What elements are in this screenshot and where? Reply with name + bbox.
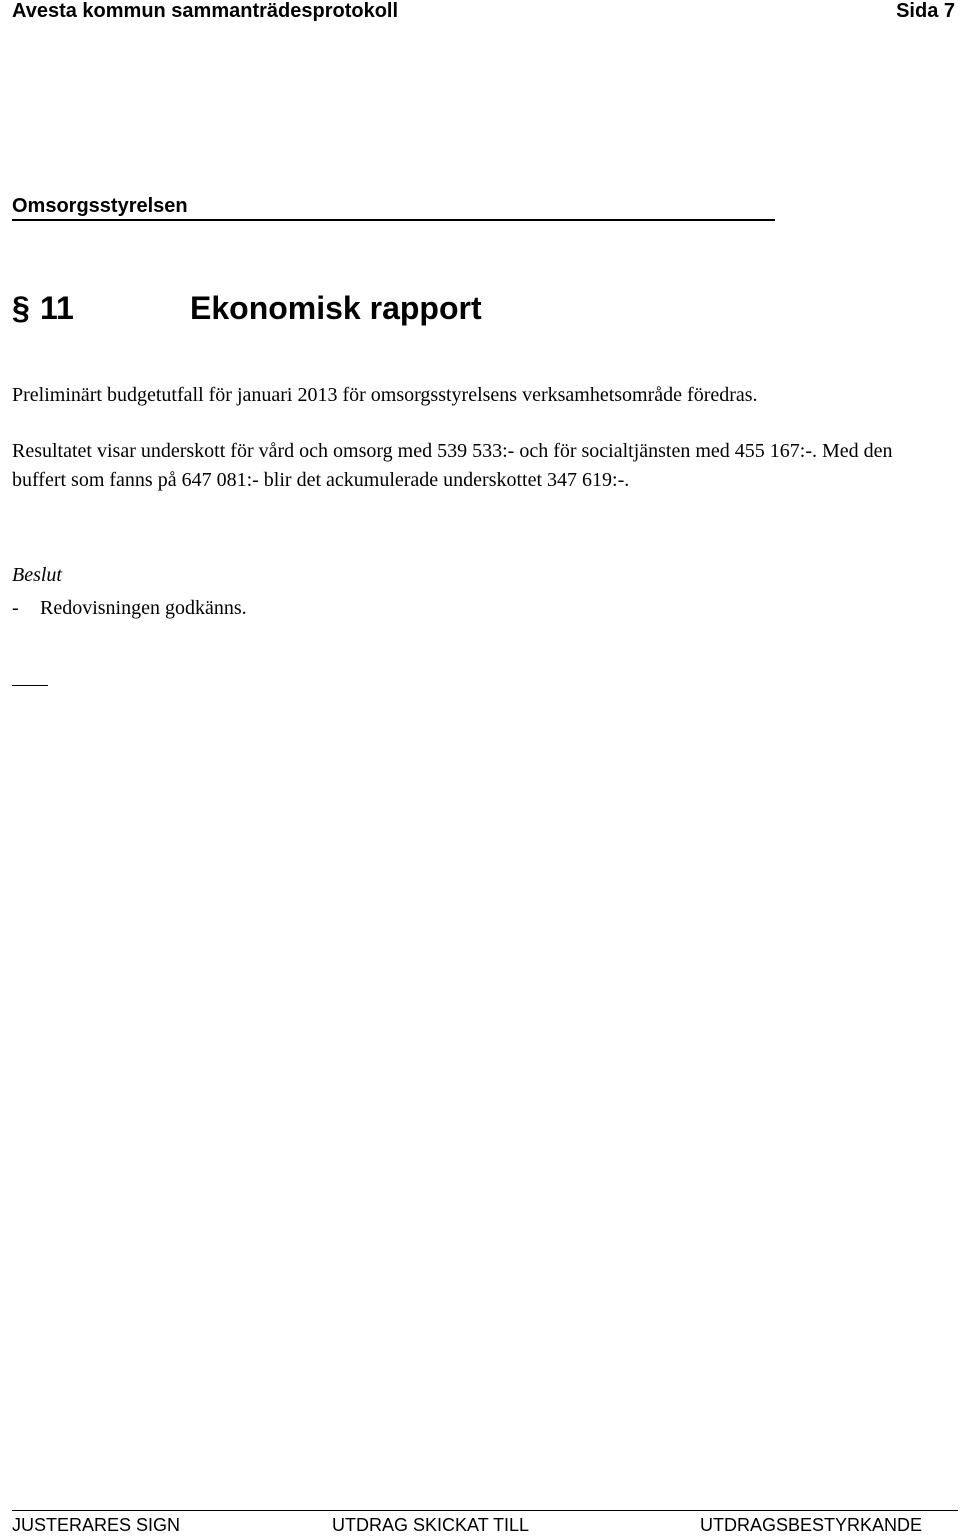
- board-name: Omsorgsstyrelsen: [12, 195, 188, 217]
- section-heading: [12, 290, 712, 330]
- footer-divider: [12, 1510, 958, 1511]
- decision-label: Beslut: [12, 564, 62, 586]
- page-number: Sida 7: [896, 0, 955, 22]
- decision-text: Redovisningen godkänns.: [40, 597, 247, 619]
- footer-utdragsbestyrkande: UTDRAGSBESTYRKANDE: [700, 1515, 923, 1535]
- document-title: Avesta kommun sammanträdesprotokoll: [12, 0, 399, 22]
- page-header: [12, 0, 955, 24]
- footer-justerares-sign: JUSTERARES SIGN: [12, 1515, 181, 1535]
- decision-item: [12, 594, 912, 623]
- result-paragraph: Resultatet visar underskott för vård och omsorg med 539 533:- och för socialtjänsten med 455 167:-. Med den buffert som fanns på 647 081:- blir det ackumulerade underskottet 347 619:-.: [12, 440, 893, 491]
- intro-paragraph: Preliminärt budgetutfall för januari 2013 för omsorgsstyrelsens verksamhetsområde föredras.: [12, 384, 758, 406]
- list-dash: -: [12, 597, 19, 619]
- section-title: Ekonomisk rapport: [190, 290, 482, 326]
- board-divider: [12, 219, 775, 221]
- end-marker-line: [12, 685, 48, 686]
- section-number: 11: [40, 290, 74, 326]
- footer-utdrag-skickat-till: UTDRAG SKICKAT TILL: [332, 1515, 530, 1535]
- paragraph-sign: §: [12, 290, 30, 326]
